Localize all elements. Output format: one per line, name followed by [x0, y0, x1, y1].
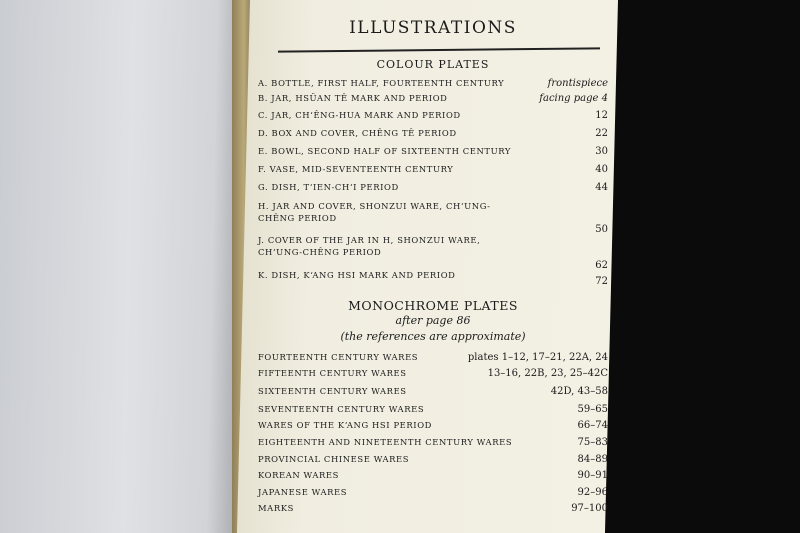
plate-page: facing page 4: [539, 93, 608, 104]
plate-label: D. BOX AND COVER, CHÊNG TÊ PERIOD: [258, 128, 457, 138]
plate-label: FOURTEENTH CENTURY WARES: [258, 352, 419, 362]
plate-page: 90–91: [577, 470, 608, 481]
plate-page: 42D, 43–58: [550, 386, 608, 397]
plate-page: plates 1–12, 17–21, 22A, 24: [467, 352, 608, 363]
plate-page: 66–74: [577, 420, 608, 431]
plate-page: 12: [595, 110, 608, 121]
plate-page: 92–96: [577, 487, 608, 498]
page-title: ILLUSTRATIONS: [349, 18, 517, 38]
plate-page: 50: [595, 224, 608, 235]
plate-label: PROVINCIAL CHINESE WARES: [258, 454, 410, 464]
monochrome-subheading: after page 86: [395, 314, 471, 327]
plate-label: G. DISH, T‘IEN-CH‘I PERIOD: [258, 182, 399, 192]
plate-label: J. COVER OF THE JAR IN H, SHONZUI WARE, CH‘UNG-CHÊNG PERIOD: [258, 235, 481, 257]
plate-page: 75–83: [577, 437, 608, 448]
monochrome-plates-heading: MONOCHROME PLATES: [348, 298, 518, 313]
plate-label: C. JAR, CH‘ÊNG-HUA MARK AND PERIOD: [258, 110, 461, 120]
plate-page: 44: [595, 182, 608, 193]
plate-page: frontispiece: [547, 78, 608, 89]
monochrome-note: (the references are approximate): [340, 330, 526, 343]
plate-page: 62: [595, 260, 608, 271]
plate-label: MARKS: [258, 503, 294, 513]
plate-label: EIGHTEENTH AND NINETEENTH CENTURY WARES: [258, 437, 513, 447]
plate-page: 72: [595, 276, 608, 287]
plate-page: 97–100: [571, 503, 608, 514]
plate-label: FIFTEENTH CENTURY WARES: [258, 368, 407, 378]
plate-label: A. BOTTLE, FIRST HALF, FOURTEENTH CENTURY: [258, 78, 505, 88]
plate-page: 59–65: [577, 404, 608, 415]
plate-label: B. JAR, HSÜAN TÊ MARK AND PERIOD: [258, 93, 448, 103]
plate-page: 13–16, 22B, 23, 25–42C: [487, 368, 608, 379]
plate-label: K. DISH, K‘ANG HSI MARK AND PERIOD: [258, 270, 456, 280]
plate-label: JAPANESE WARES: [258, 487, 348, 497]
plate-label: F. VASE, MID-SEVENTEENTH CENTURY: [258, 164, 454, 174]
plate-label: SEVENTEENTH CENTURY WARES: [258, 404, 425, 414]
plate-page: 30: [595, 146, 608, 157]
plate-page: 84–89: [577, 454, 608, 465]
plate-label: H. JAR AND COVER, SHONZUI WARE, CH‘UNG-CHÊNG PERIOD: [258, 201, 491, 223]
plate-label: SIXTEENTH CENTURY WARES: [258, 386, 407, 396]
plate-page: 40: [595, 164, 608, 175]
colour-plates-heading: COLOUR PLATES: [376, 58, 490, 71]
plate-page: 22: [595, 128, 608, 139]
plate-label: WARES OF THE K‘ANG HSI PERIOD: [258, 420, 432, 430]
plate-label: E. BOWL, SECOND HALF OF SIXTEENTH CENTURY: [258, 146, 512, 156]
footnote-layer: [258, 0, 608, 533]
plate-label: KOREAN WARES: [258, 470, 339, 480]
left-page: [0, 0, 248, 533]
